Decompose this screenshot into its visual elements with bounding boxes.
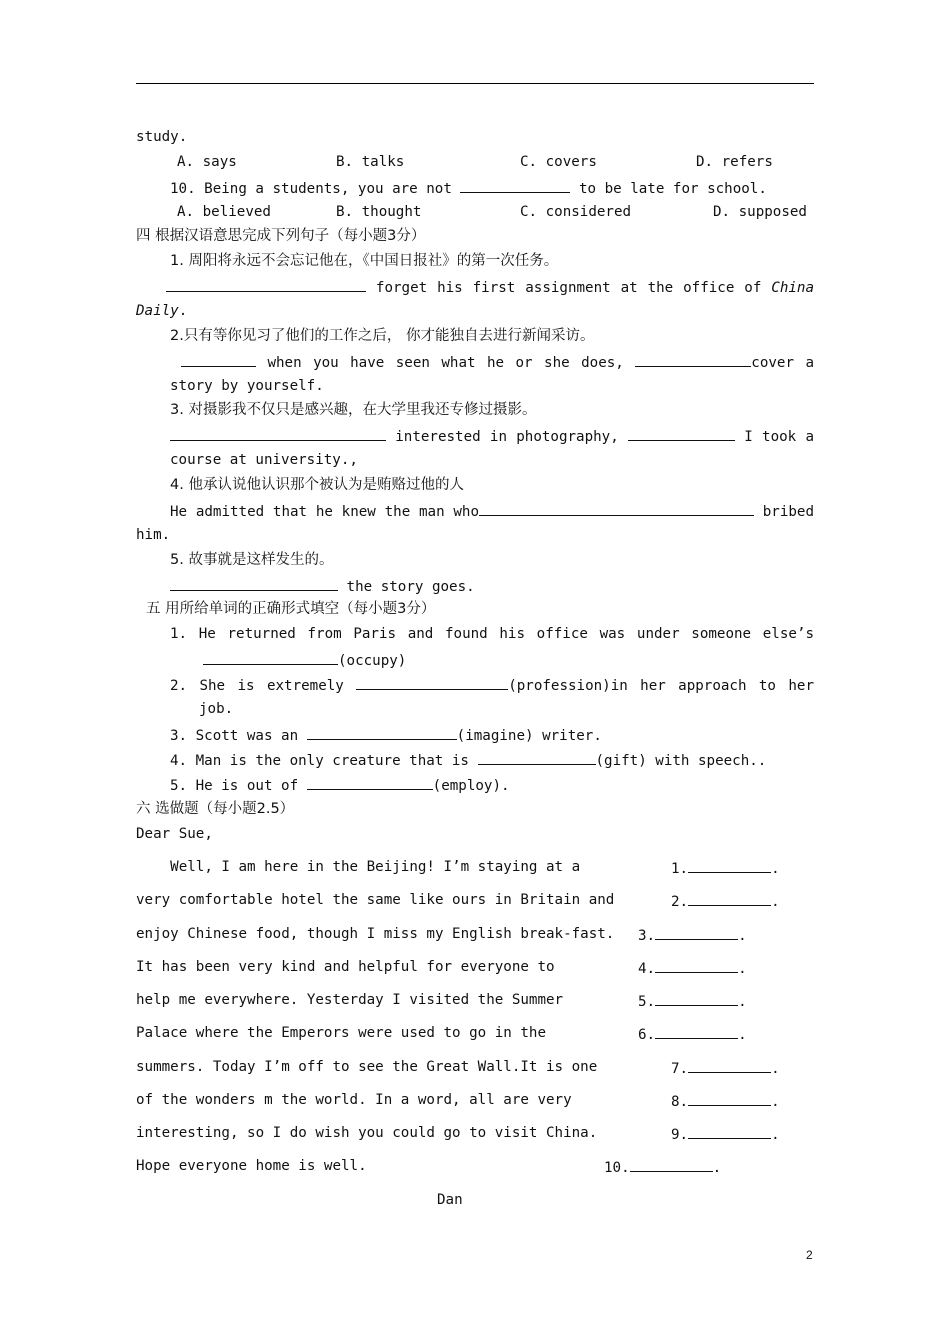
section4-s2-cont: story by yourself. [170,378,324,394]
section5-item5-blank[interactable] [307,775,433,790]
q9-option-a: A. says [177,154,237,170]
letter-line: enjoy Chinese food, though I miss my English break-fast. [136,926,615,942]
letter-greeting: Dear Sue, [136,826,213,842]
letter-line: Hope everyone home is well. [136,1158,367,1174]
answer-blank[interactable] [688,891,771,906]
section4-s3-chinese: 3. 对摄影我不仅只是感兴趣，在大学里我还专修过摄影。 [170,402,537,418]
section5-item3-blank[interactable] [307,725,457,740]
section5-title: 五 用所给单词的正确形式填空（每小题3分） [146,601,436,617]
header-rule [136,83,814,84]
q10-option-b: B. thought [336,204,422,220]
q10-option-d: D. supposed [713,204,807,220]
q10-blank[interactable] [460,178,570,193]
q9-tail: study. [136,129,188,145]
letter-line: interesting, so I do wish you could go to visit China. [136,1125,598,1141]
section4-s5-answer: the story goes. [170,576,475,596]
answer-blank[interactable] [655,1024,738,1039]
section4-s4-answer: He admitted that he knew the man who bribed [170,501,814,521]
section4-s3-blank1[interactable] [170,426,386,441]
section5-item2-blank[interactable] [356,675,508,690]
letter-line: of the wonders m the world. In a word, all are very [136,1092,572,1108]
q10-option-a: A. believed [177,204,271,220]
answer-slot: 6. . [638,1024,747,1044]
section4-s2-blank2[interactable] [635,352,751,367]
answer-blank[interactable] [688,1124,771,1139]
letter-line: help me everywhere. Yesterday I visited the Summer [136,992,564,1008]
section4-s1-chinese: 1. 周阳将永远不会忘记他在，《中国日报社》的第一次任务。 [170,253,559,269]
section5-item2-cont: job. [199,701,234,717]
section6-title: 六 选做题（每小题2.5） [136,801,295,817]
section4-s3-cont: course at university., [170,452,358,468]
q9-option-b: B. talks [336,154,405,170]
section4-s3-answer: interested in photography, I took a [170,426,814,446]
page-number: 2 [806,1248,813,1262]
section4-s2-blank1[interactable] [181,352,256,367]
answer-slot: 8. . [671,1091,780,1111]
answer-slot: 10. . [604,1157,721,1177]
section4-s4-cont: him. [136,527,171,543]
answer-blank[interactable] [655,991,738,1006]
section4-s3-blank2[interactable] [628,426,735,441]
letter-line: very comfortable hotel the same like ours in Britain and [136,892,615,908]
letter-line: Palace where the Emperors were used to go in the [136,1025,546,1041]
answer-slot: 9. . [671,1124,780,1144]
q9-option-d: D. refers [696,154,773,170]
letter-line: It has been very kind and helpful for everyone to [136,959,555,975]
answer-blank[interactable] [688,1058,771,1073]
answer-slot: 2. . [671,891,780,911]
answer-blank[interactable] [630,1157,713,1172]
answer-blank[interactable] [688,1091,771,1106]
q9-option-c: C. covers [520,154,597,170]
section5-item5: 5. He is out of (employ). [170,775,510,795]
section4-s2-chinese: 2.只有等你见习了他们的工作之后， 你才能独自去进行新闻采访。 [170,328,595,344]
answer-blank[interactable] [655,925,738,940]
q10-stem: 10. Being a students, you are not to be late for school. [170,178,767,198]
section4-s1-answer: forget his first assignment at the office of China [166,277,814,297]
answer-slot: 1. . [671,858,780,878]
letter-line: summers. Today I’m off to see the Great Wall.It is one [136,1059,598,1075]
section5-item4-blank[interactable] [478,750,596,765]
answer-slot: 5. . [638,991,747,1011]
answer-blank[interactable] [688,858,771,873]
section4-s1-blank[interactable] [166,277,366,292]
section5-item1: 1. He returned from Paris and found his office was under someone else’s [170,626,814,642]
letter-line: Well, I am here in the Beijing! I’m staying at a [136,859,581,875]
section4-title: 四 根据汉语意思完成下列句子（每小题3分） [136,228,426,244]
answer-slot: 4. . [638,958,747,978]
section4-s1-cont: Daily. [136,303,188,319]
section5-item1-cont: (occupy) [203,650,406,670]
section4-s4-chinese: 4. 他承认说他认识那个被认为是贿赂过他的人 [170,477,464,493]
section5-item4: 4. Man is the only creature that is (gift) with speech.. [170,750,766,770]
section5-item1-blank[interactable] [203,650,338,665]
answer-blank[interactable] [655,958,738,973]
answer-slot: 7. . [671,1058,780,1078]
section4-s5-chinese: 5. 故事就是这样发生的。 [170,552,334,568]
answer-slot: 3. . [638,925,747,945]
section5-item3: 3. Scott was an (imagine) writer. [170,725,602,745]
section4-s2-answer: when you have seen what he or she does, cover a [181,352,814,372]
section4-s5-blank[interactable] [170,576,338,591]
section4-s4-blank[interactable] [479,501,754,516]
q10-option-c: C. considered [520,204,632,220]
section5-item2: 2. She is extremely (profession)in her approach to her [170,675,814,695]
letter-signature: Dan [437,1192,463,1208]
